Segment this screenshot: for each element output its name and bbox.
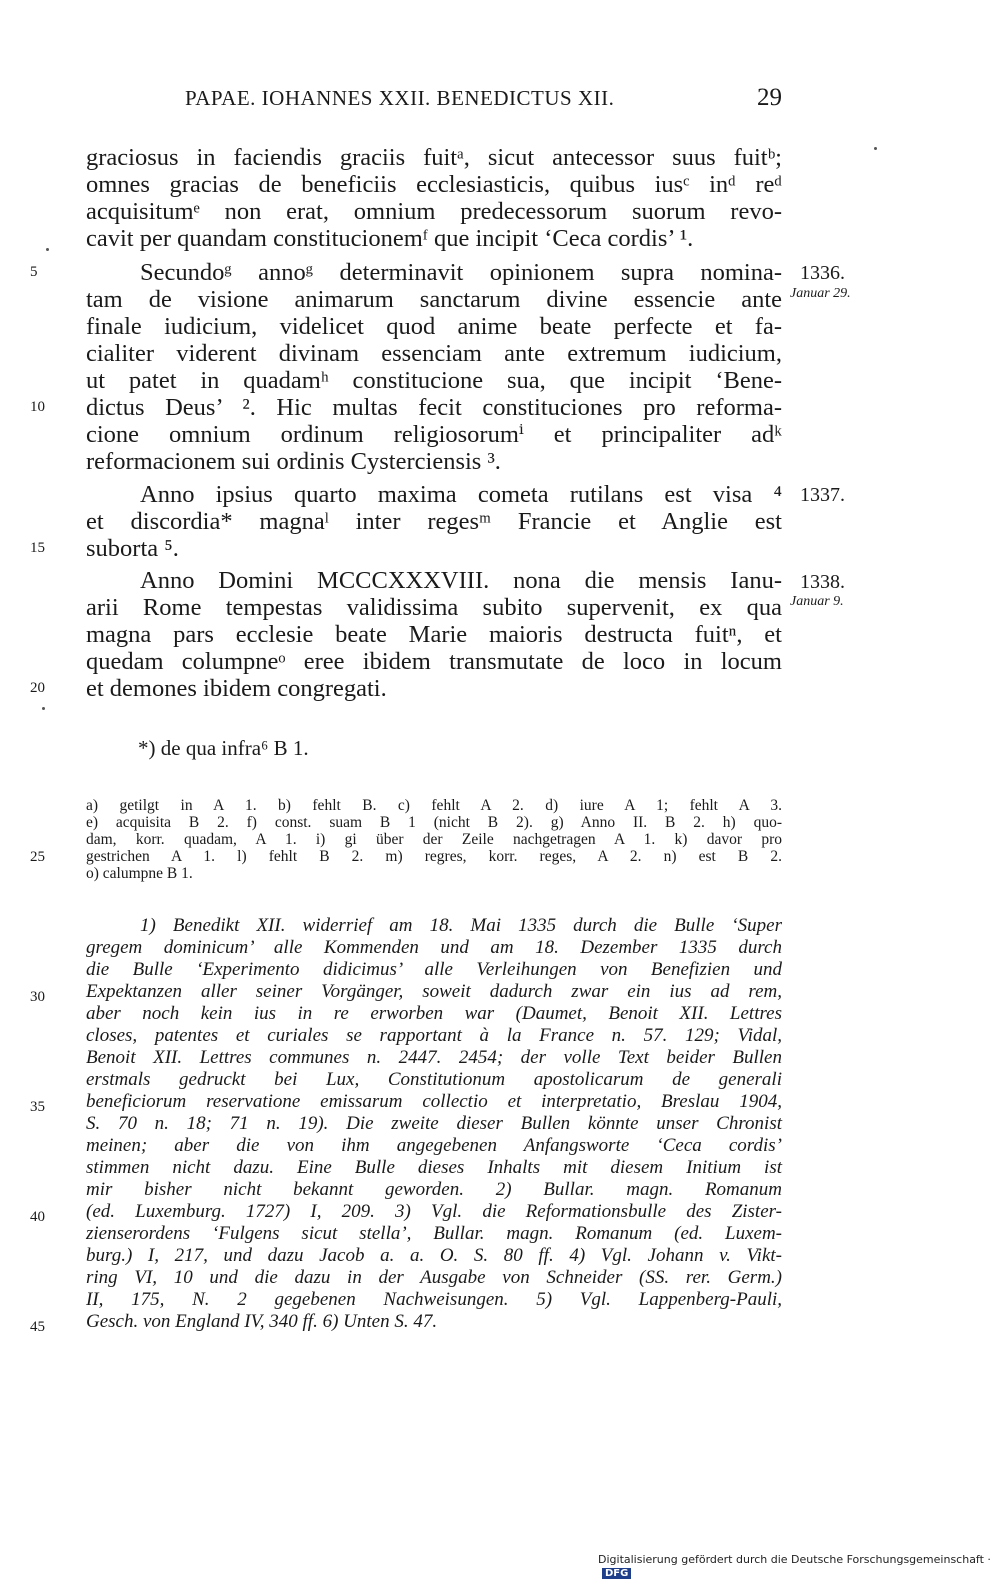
body-line: reformacionem sui ordinis Cysterciensis ³. [86, 448, 501, 475]
note-line: ring VI, 10 und die dazu in der Ausgabe von Schneider (SS. rer. Germ.) [86, 1267, 782, 1288]
dfg-logo: DFG [602, 1568, 631, 1579]
body-line: cialiter viderent divinam essenciam ante extremum iudicium, [86, 340, 782, 367]
line-number: 10 [30, 399, 45, 415]
apparatus-line: o) calumpne B 1. [86, 865, 193, 882]
note-line: aber noch kein ius in re erworben war (Daumet, Benoit XII. Lettres [86, 1003, 782, 1024]
note-line: II, 175, N. 2 gegebenen Nachweisungen. 5) Vgl. Lappenberg-Pauli, [86, 1289, 782, 1310]
body-line: cavit per quandam constitucionemᶠ que incipit ‘Ceca cordis’ ¹. [86, 225, 694, 252]
note-line: closes, patentes et curiales se rapportant à la France n. 57. 129; Vidal, [86, 1025, 782, 1046]
line-number: 30 [30, 989, 45, 1005]
note-line: die Bulle ‘Experimento didicimus’ alle Verleihungen von Benefizien und [86, 959, 782, 980]
body-line: Secundoᵍ annoᵍ determinavit opinionem supra nomina- [140, 259, 782, 286]
apparatus-line: e) acquisita B 2. f) const. suam B 1 (nicht B 2). g) Anno II. B 2. h) quo- [86, 814, 782, 831]
body-line: et discordia* magnaˡ inter regesᵐ Francie et Anglie est [86, 508, 782, 535]
line-number: 25 [30, 849, 45, 865]
scan-speck [874, 147, 877, 150]
scan-speck [46, 248, 49, 251]
body-line: Anno ipsius quarto maxima cometa rutilans est visa ⁴ [140, 481, 782, 508]
star-footnote: *) de qua infra⁶ B 1. [138, 736, 309, 760]
note-line: Benoit XII. Lettres communes n. 2447. 2454; der volle Text beider Bullen [86, 1047, 782, 1068]
note-line: S. 70 n. 18; 71 n. 19). Die zweite dieser Bullen könnte unser Chronist [86, 1113, 782, 1134]
body-line: acquisitumᵉ non erat, omnium predecessorum suorum revo- [86, 198, 782, 225]
body-line: cione omnium ordinum religiosorumⁱ et principaliter adᵏ [86, 421, 782, 448]
body-line: finale iudicium, videlicet quod anime beate perfecte et fa- [86, 313, 782, 340]
line-number: 15 [30, 540, 45, 556]
scan-speck [42, 707, 45, 710]
apparatus-line: dam, korr. quadam, A 1. i) gi über der Zeile nachgetragen A 1. k) davor pro [86, 831, 782, 848]
note-line: Gesch. von England IV, 340 ff. 6) Unten S. 47. [86, 1311, 438, 1332]
body-line: magna pars ecclesie beate Marie maioris destructa fuitⁿ, et [86, 621, 782, 648]
margin-date: Januar 9. [790, 594, 844, 609]
digitization-credit [598, 1553, 1000, 1579]
note-line: stimmen nicht dazu. Eine Bulle dieses Inhalts mit diesem Initium ist [86, 1157, 782, 1178]
body-line: dictus Deus’ ². Hic multas fecit constituciones pro reforma- [86, 394, 782, 421]
note-line: meinen; aber die von ihm angegebenen Anfangsworte ‘Ceca cordis’ [86, 1135, 782, 1156]
note-line: burg.) I, 217, und dazu Jacob a. a. O. S. 80 ff. 4) Vgl. Johann v. Vikt- [86, 1245, 782, 1266]
note-line: Expektanzen aller seiner Vorgänger, soweit dadurch zwar ein ius ad rem, [86, 981, 782, 1002]
note-line: erstmals gedruckt bei Lux, Constitutionum apostolicarum de generali [86, 1069, 782, 1090]
line-number: 5 [30, 264, 38, 280]
body-line: arii Rome tempestas validissima subito supervenit, ex qua [86, 594, 782, 621]
body-line: tam de visione animarum sanctarum divine essencie ante [86, 286, 782, 313]
margin-year: 1336. [800, 262, 845, 284]
note-line: 1) Benedikt XII. widerrief am 18. Mai 1335 durch die Bulle ‘Super [140, 915, 782, 936]
note-line: (ed. Luxemburg. 1727) I, 209. 3) Vgl. die Reformationsbulle des Zister- [86, 1201, 782, 1222]
note-line: zienserordens ‘Fulgens sicut stella’, Bullar. magn. Romanum (ed. Luxem- [86, 1223, 782, 1244]
body-line: et demones ibidem congregati. [86, 675, 387, 702]
apparatus-line: a) getilgt in A 1. b) fehlt B. c) fehlt A 2. d) iure A 1; fehlt A 3. [86, 797, 782, 814]
margin-year: 1337. [800, 484, 845, 506]
note-line: beneficiorum reservatione emissarum collectio et interpretatio, Breslau 1904, [86, 1091, 782, 1112]
line-number: 40 [30, 1209, 45, 1225]
note-line: gregem dominicum’ alle Kommenden und am 18. Dezember 1335 durch [86, 937, 782, 958]
line-number: 45 [30, 1319, 45, 1335]
body-line: graciosus in faciendis graciis fuitᵃ, sicut antecessor suus fuitᵇ; [86, 144, 782, 171]
margin-year: 1338. [800, 571, 845, 593]
line-number: 35 [30, 1099, 45, 1115]
body-line: suborta ⁵. [86, 535, 179, 562]
body-line: omnes gracias de beneficiis ecclesiasticis, quibus iusᶜ inᵈ reᵈ [86, 171, 782, 198]
credit-text: Digitalisierung gefördert durch die Deutsche Forschungsgemeinschaft · [598, 1553, 991, 1566]
running-title: PAPAE. IOHANNES XXII. BENEDICTUS XII. [185, 86, 615, 110]
page-number: 29 [757, 84, 782, 111]
line-number: 20 [30, 680, 45, 696]
note-line: mir bisher nicht bekannt geworden. 2) Bullar. magn. Romanum [86, 1179, 782, 1200]
body-line: ut patet in quadamʰ constitucione sua, que incipit ‘Bene- [86, 367, 782, 394]
apparatus-line: gestrichen A 1. l) fehlt B 2. m) regres, korr. reges, A 2. n) est B 2. [86, 848, 782, 865]
body-line: Anno Domini MCCCXXXVIII. nona die mensis Ianu- [140, 567, 782, 594]
body-line: quedam columpneᵒ eree ibidem transmutate de loco in locum [86, 648, 782, 675]
margin-date: Januar 29. [790, 286, 851, 301]
